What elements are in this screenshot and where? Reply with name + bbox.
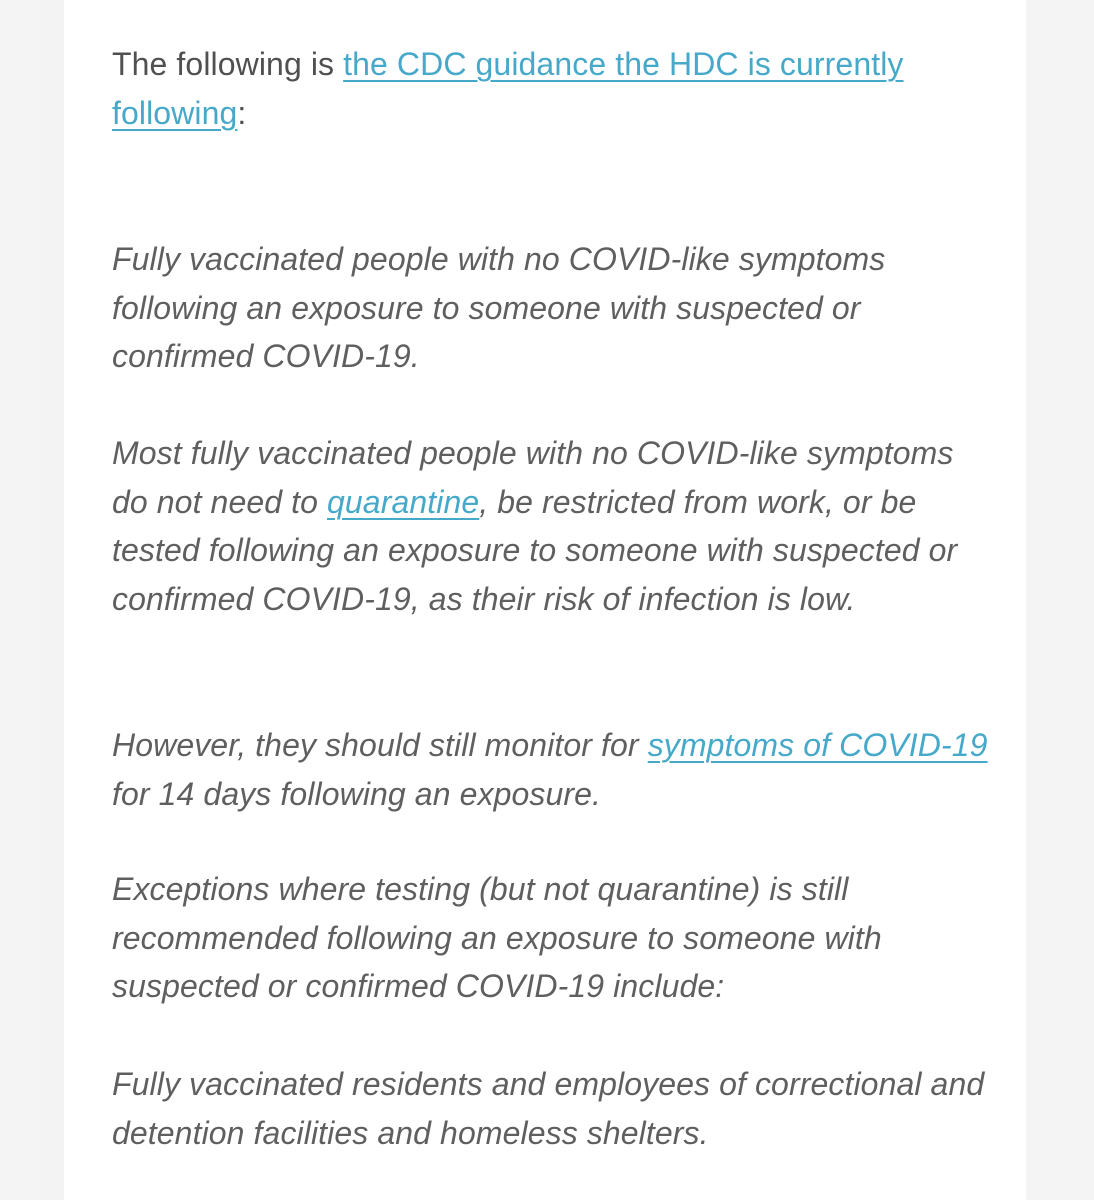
intro-prefix: The following is (112, 46, 344, 82)
intro-suffix: : (237, 94, 247, 131)
cdc-guidance-link[interactable]: the CDC guidance the HDC is currently following (112, 46, 904, 131)
intro-paragraph (112, 40, 992, 137)
quarantine-link[interactable]: quarantine (327, 483, 480, 520)
guidance-paragraph-quarantine (112, 429, 992, 623)
guidance-paragraph-exceptions: Exceptions where testing (but not quarantine) is still recommended following an exposure to someone with suspected or confirmed COVID-19 include: (112, 871, 882, 1004)
quarantine-text-before: Most fully vaccinated people with no COVID-like symptoms do not need to (112, 435, 954, 520)
symptoms-text-before: However, they should still monitor for (112, 727, 648, 763)
guidance-paragraph-facilities: Fully vaccinated residents and employees of correctional and detention facilities and homeless shelters. (112, 1066, 985, 1151)
symptoms-link[interactable]: symptoms of COVID-19 (647, 727, 988, 763)
guidance-paragraph-heading: Fully vaccinated people with no COVID-like symptoms following an exposure to someone with suspected or confirmed COVID-19. (112, 241, 886, 374)
quarantine-text-after: , be restricted from work, or be tested following an exposure to someone with suspected or confirmed COVID-19, as their risk of infection is low. (112, 483, 958, 617)
symptoms-text-after: for 14 days following an exposure. (112, 775, 602, 812)
guidance-paragraph-symptoms (112, 721, 992, 818)
